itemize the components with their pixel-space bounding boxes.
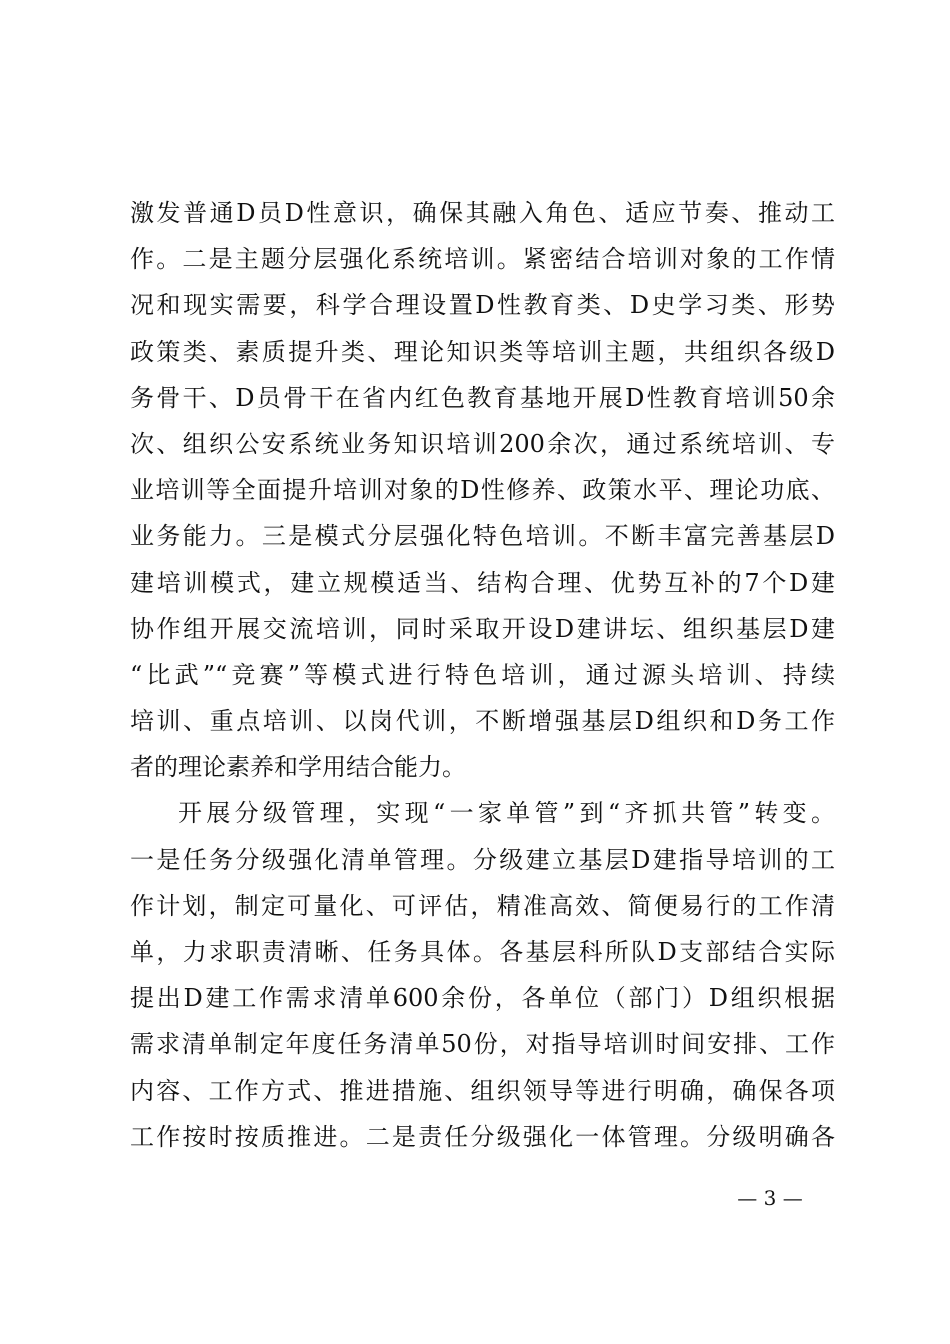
text-line: 培训、重点培训、以岗代训，不断增强基层D组织和D务工作 (130, 707, 835, 736)
text-line: 单，力求职责清晰、任务具体。各基层科所队D支部结合实际 (130, 938, 835, 966)
text-line: 需求清单制定年度任务清单50份，对指导培训时间安排、工作 (130, 1030, 835, 1059)
text-line: 工作按时按质推进。二是责任分级强化一体管理。分级明确各 (130, 1122, 835, 1151)
paragraph-1 (130, 190, 835, 790)
text-line: 业务能力。三是模式分层强化特色培训。不断丰富完善基层D (130, 522, 835, 551)
text-line: 政策类、素质提升类、理论知识类等培训主题，共组织各级D (130, 337, 835, 366)
text-line: 务骨干、D员骨干在省内红色教育基地开展D性教育培训50余 (130, 383, 835, 412)
text-line: 协作组开展交流培训，同时采取开设D建讲坛、组织基层D建 (130, 614, 835, 643)
body-text (130, 190, 835, 1160)
text-line: 一是任务分级强化清单管理。分级建立基层D建指导培训的工 (130, 845, 835, 874)
paragraph-2 (130, 790, 835, 1160)
text-line: “比武”“竞赛”等模式进行特色培训，通过源头培训、持续 (130, 660, 835, 689)
text-line: 作。二是主题分层强化系统培训。紧密结合培训对象的工作情 (130, 245, 835, 274)
text-line: 况和现实需要，科学合理设置D性教育类、D史学习类、形势 (130, 291, 835, 320)
text-line: 激发普通D员D性意识，确保其融入角色、适应节奏、推动工 (130, 199, 835, 227)
page-number: — 3 — (737, 1186, 803, 1210)
text-line: 建培训模式，建立规模适当、结构合理、优势互补的7个D建 (130, 568, 835, 597)
text-line: 业培训等全面提升培训对象的D性修养、政策水平、理论功底、 (130, 476, 835, 505)
text-line: 开展分级管理，实现“一家单管”到“齐抓共管”转变。 (178, 799, 835, 828)
text-line: 提出D建工作需求清单600余份，各单位（部门）D组织根据 (130, 984, 835, 1013)
text-line: 次、组织公安系统业务知识培训200余次，通过系统培训、专 (130, 429, 835, 458)
text-line: 者的理论素养和学用结合能力。 (130, 753, 466, 782)
text-line: 内容、工作方式、推进措施、组织领导等进行明确，确保各项 (130, 1076, 835, 1105)
text-line: 作计划，制定可量化、可评估，精准高效、简便易行的工作清 (130, 891, 835, 920)
